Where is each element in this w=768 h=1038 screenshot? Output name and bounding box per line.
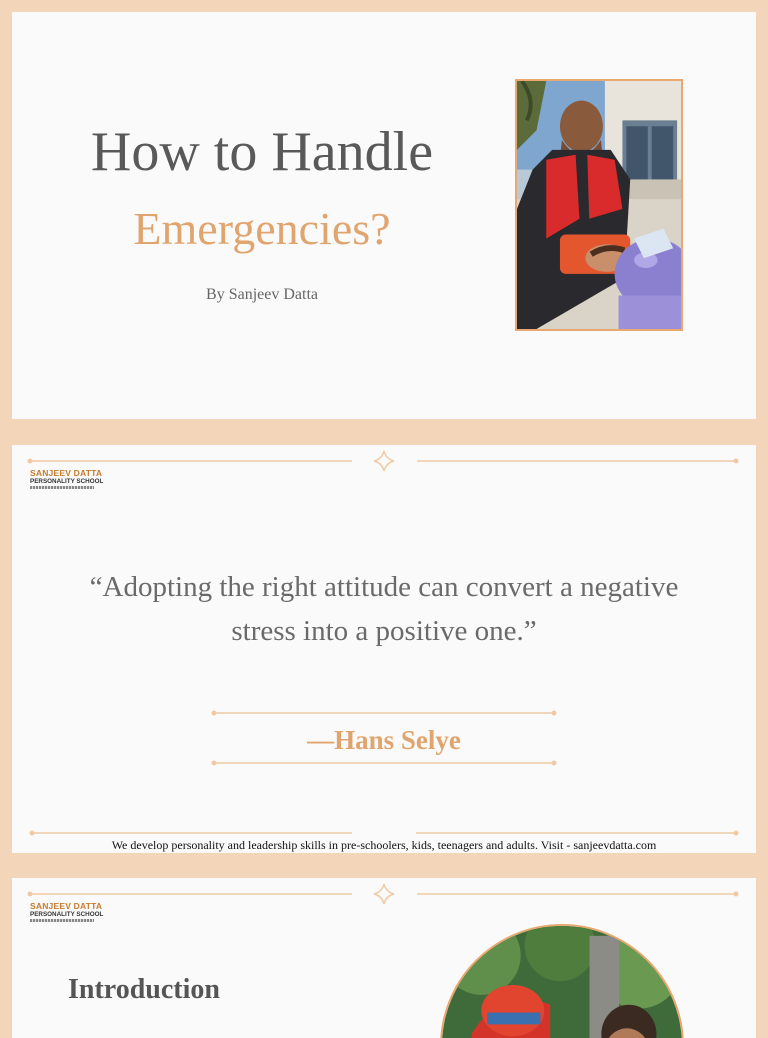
slide-title-heading: How to Handle	[90, 121, 434, 183]
slide-introduction	[12, 878, 756, 1038]
author-byline: By Sanjeev Datta	[206, 286, 318, 303]
logo-line1: SANJEEV DATTA	[30, 901, 103, 911]
slide-title-accent: Emergencies?	[133, 203, 391, 254]
quote-author: —Hans Selye	[307, 725, 461, 755]
footer-divider	[12, 829, 756, 837]
logo-line2: PERSONALITY SCHOOL	[30, 478, 104, 485]
slide-title	[12, 12, 756, 419]
quote-text: “Adopting the right attitude can convert a negative stress into a positive one.”	[89, 571, 679, 647]
top-ornament	[12, 445, 756, 485]
logo-tagline-bar	[30, 486, 94, 489]
introduction-heading: Introduction	[68, 974, 220, 1005]
footer-text: We develop personality and leadership skills in pre-schoolers, kids, teenagers and adults. Visit - sanjeevdatta.com	[111, 838, 657, 852]
logo-tagline-bar	[30, 919, 94, 922]
paramedic-photo	[515, 79, 683, 331]
school-logo	[30, 901, 104, 924]
school-logo	[30, 468, 104, 491]
top-ornament	[12, 878, 756, 918]
slide-quote	[12, 445, 756, 853]
rescue-workers-photo	[440, 924, 684, 1038]
logo-line1: SANJEEV DATTA	[30, 468, 103, 478]
logo-line2: PERSONALITY SCHOOL	[30, 911, 104, 918]
